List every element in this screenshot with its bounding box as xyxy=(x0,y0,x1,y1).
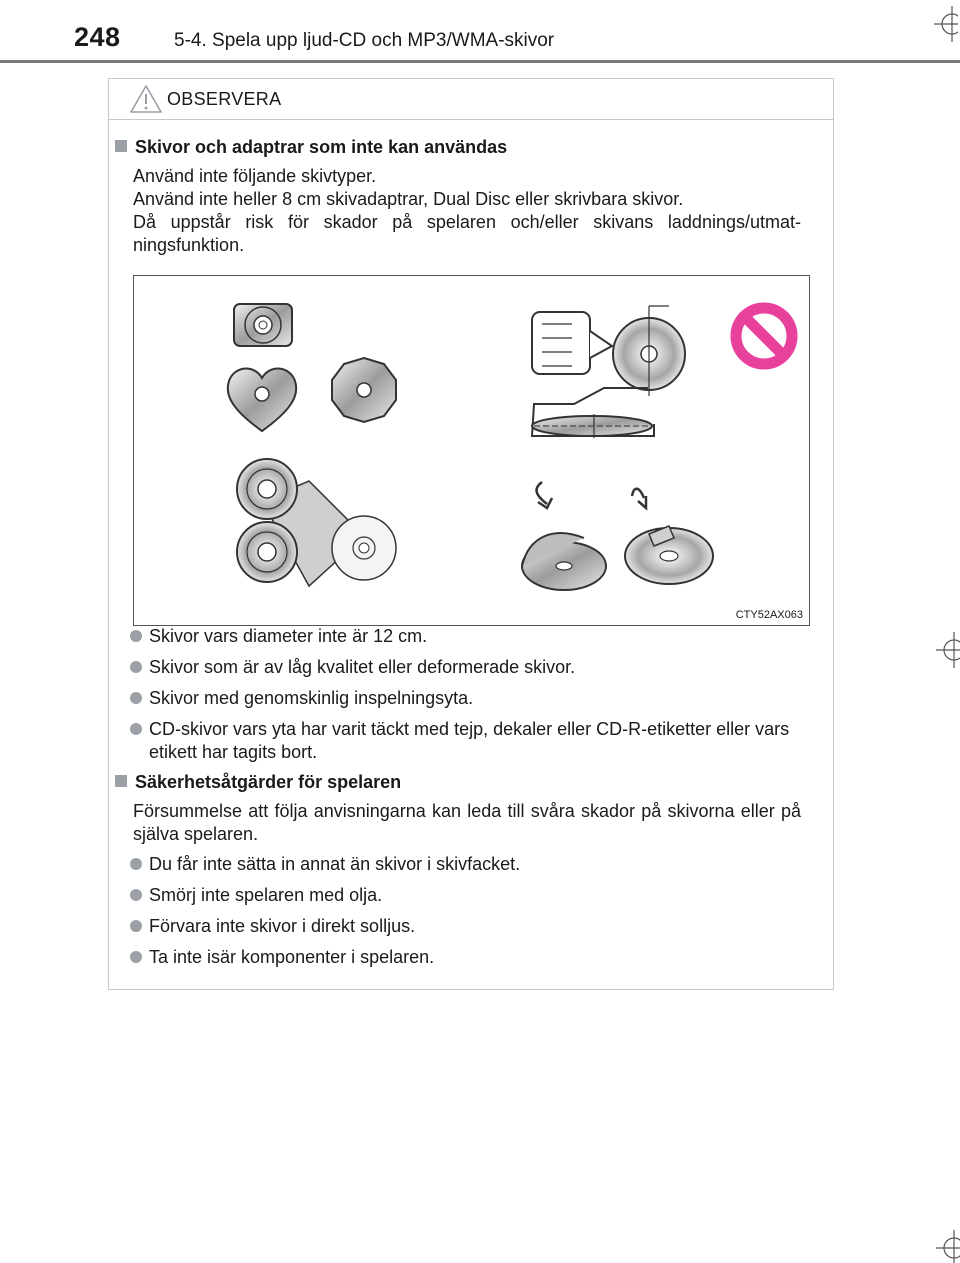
header-rule xyxy=(0,60,960,63)
taped-disc-icon xyxy=(625,489,713,584)
list-item: CD-skivor vars yta har varit täckt med tejp, dekaler eller CD-R-etiketter eller vars etikett har tagits bort. xyxy=(127,718,837,764)
section-title: 5-4. Spela upp ljud-CD och MP3/WMA-skivor xyxy=(174,30,555,51)
bullet-list xyxy=(127,853,837,977)
bullet-icon xyxy=(130,951,142,963)
heart-disc-icon xyxy=(228,369,296,431)
notice-label: OBSERVERA xyxy=(167,89,282,109)
bullet-list xyxy=(127,625,837,772)
bullet-icon xyxy=(130,692,142,704)
registration-mark-icon xyxy=(928,2,958,46)
deformed-disc-icon xyxy=(532,306,685,438)
square-bullet-icon xyxy=(115,775,127,787)
bullet-icon xyxy=(130,630,142,642)
list-item: Förvara inte skivor i direkt solljus. xyxy=(127,915,837,938)
unusable-discs-illustration xyxy=(133,275,810,626)
small-discs-transparent-icon xyxy=(237,459,396,586)
notice-box xyxy=(108,78,834,990)
bullet-icon xyxy=(130,920,142,932)
section-text: Använd inte följande skivtyper. Använd inte heller 8 cm skivadaptrar, Dual Disc eller skrivbara skivor. Då uppstår risk för skador på spelaren och/eller skivans laddnings/utmat-ningsfunktion. xyxy=(133,166,801,255)
bullet-icon xyxy=(130,723,142,735)
notice-header xyxy=(109,79,833,120)
warning-triangle-icon xyxy=(129,84,163,114)
registration-mark-icon xyxy=(928,1228,960,1263)
list-item: Smörj inte spelaren med olja. xyxy=(127,884,837,907)
list-item: Ta inte isär komponenter i spelaren. xyxy=(127,946,837,969)
page-number: 248 xyxy=(74,22,121,52)
page-header xyxy=(0,0,960,62)
section-heading: Skivor och adaptrar som inte kan användas xyxy=(115,137,507,158)
prohibited-icon xyxy=(736,308,792,364)
bullet-icon xyxy=(130,661,142,673)
section-heading: Säkerhetsåtgärder för spelaren xyxy=(115,772,401,793)
square-bullet-icon xyxy=(115,140,127,152)
registration-mark-icon xyxy=(928,628,960,672)
bullet-icon xyxy=(130,889,142,901)
peeling-label-disc-icon xyxy=(522,482,606,590)
list-item: Skivor vars diameter inte är 12 cm. xyxy=(127,625,837,648)
section-text: Försummelse att följa anvisningarna kan leda till svåra skador på skivorna eller på själva spelaren. xyxy=(133,801,801,844)
polygon-disc-icon xyxy=(332,358,396,422)
square-disc-icon xyxy=(234,304,292,346)
list-item: Du får inte sätta in annat än skivor i skivfacket. xyxy=(127,853,837,876)
disc-illustration-svg xyxy=(134,276,809,625)
list-item: Skivor med genomskinlig inspelningsyta. xyxy=(127,687,837,710)
list-item: Skivor som är av låg kvalitet eller deformerade skivor. xyxy=(127,656,837,679)
figure-code: CTY52AX063 xyxy=(735,609,803,621)
bullet-icon xyxy=(130,858,142,870)
